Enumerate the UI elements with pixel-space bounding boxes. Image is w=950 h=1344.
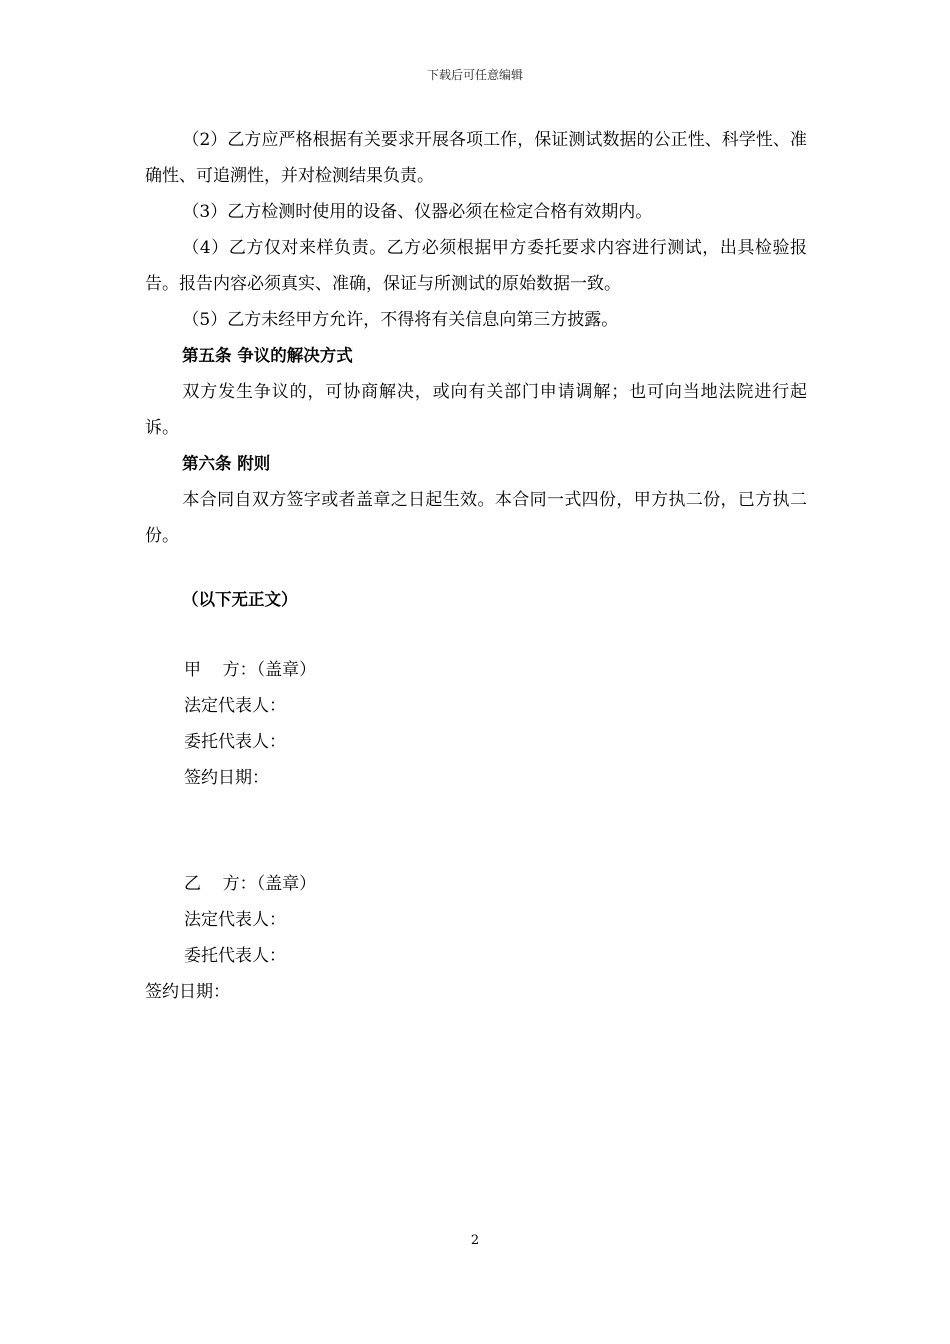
clause-item-4: （4）乙方仅对来样负责。乙方必须根据甲方委托要求内容进行测试，出具检验报告。报告内容必须真实、准确，保证与所测试的原始数据一致。 bbox=[145, 238, 807, 294]
party-a-signature-block bbox=[145, 652, 807, 796]
party-a-date: 签约日期： bbox=[184, 768, 269, 788]
party-b-agent: 委托代表人： bbox=[184, 946, 286, 966]
page-number: 2 bbox=[470, 1233, 480, 1248]
clause-item-2: （2）乙方应严格根据有关要求开展各项工作，保证测试数据的公正性、科学性、准确性、可追溯性，并对检测结果负责。 bbox=[145, 130, 807, 186]
party-a-agent: 委托代表人： bbox=[184, 732, 286, 752]
clause-item-3: （3）乙方检测时使用的设备、仪器必须在检定合格有效期内。 bbox=[182, 202, 653, 222]
article-5-text: 双方发生争议的，可协商解决，或向有关部门申请调解；也可向当地法院进行起诉。 bbox=[145, 382, 807, 438]
article-6-title: 第六条 附则 bbox=[182, 454, 271, 473]
party-a-legal-rep: 法定代表人： bbox=[184, 696, 286, 716]
party-b-signature-block bbox=[145, 866, 807, 1010]
party-b-legal-rep: 法定代表人： bbox=[184, 910, 286, 930]
article-6-text: 本合同自双方签字或者盖章之日起生效。本合同一式四份，甲方执二份，已方执二份。 bbox=[145, 490, 807, 546]
party-a-label: 甲 方：（盖章） bbox=[184, 660, 317, 680]
article-5-title: 第五条 争议的解决方式 bbox=[182, 346, 353, 365]
page-header-note: 下载后可任意编辑 bbox=[426, 68, 523, 82]
contract-body bbox=[145, 122, 807, 1010]
party-b-date: 签约日期： bbox=[145, 982, 230, 1002]
end-note: （以下无正文） bbox=[182, 590, 298, 609]
party-b-label: 乙 方：（盖章） bbox=[184, 874, 317, 894]
clause-item-5: （5）乙方未经甲方允许，不得将有关信息向第三方披露。 bbox=[182, 310, 619, 330]
